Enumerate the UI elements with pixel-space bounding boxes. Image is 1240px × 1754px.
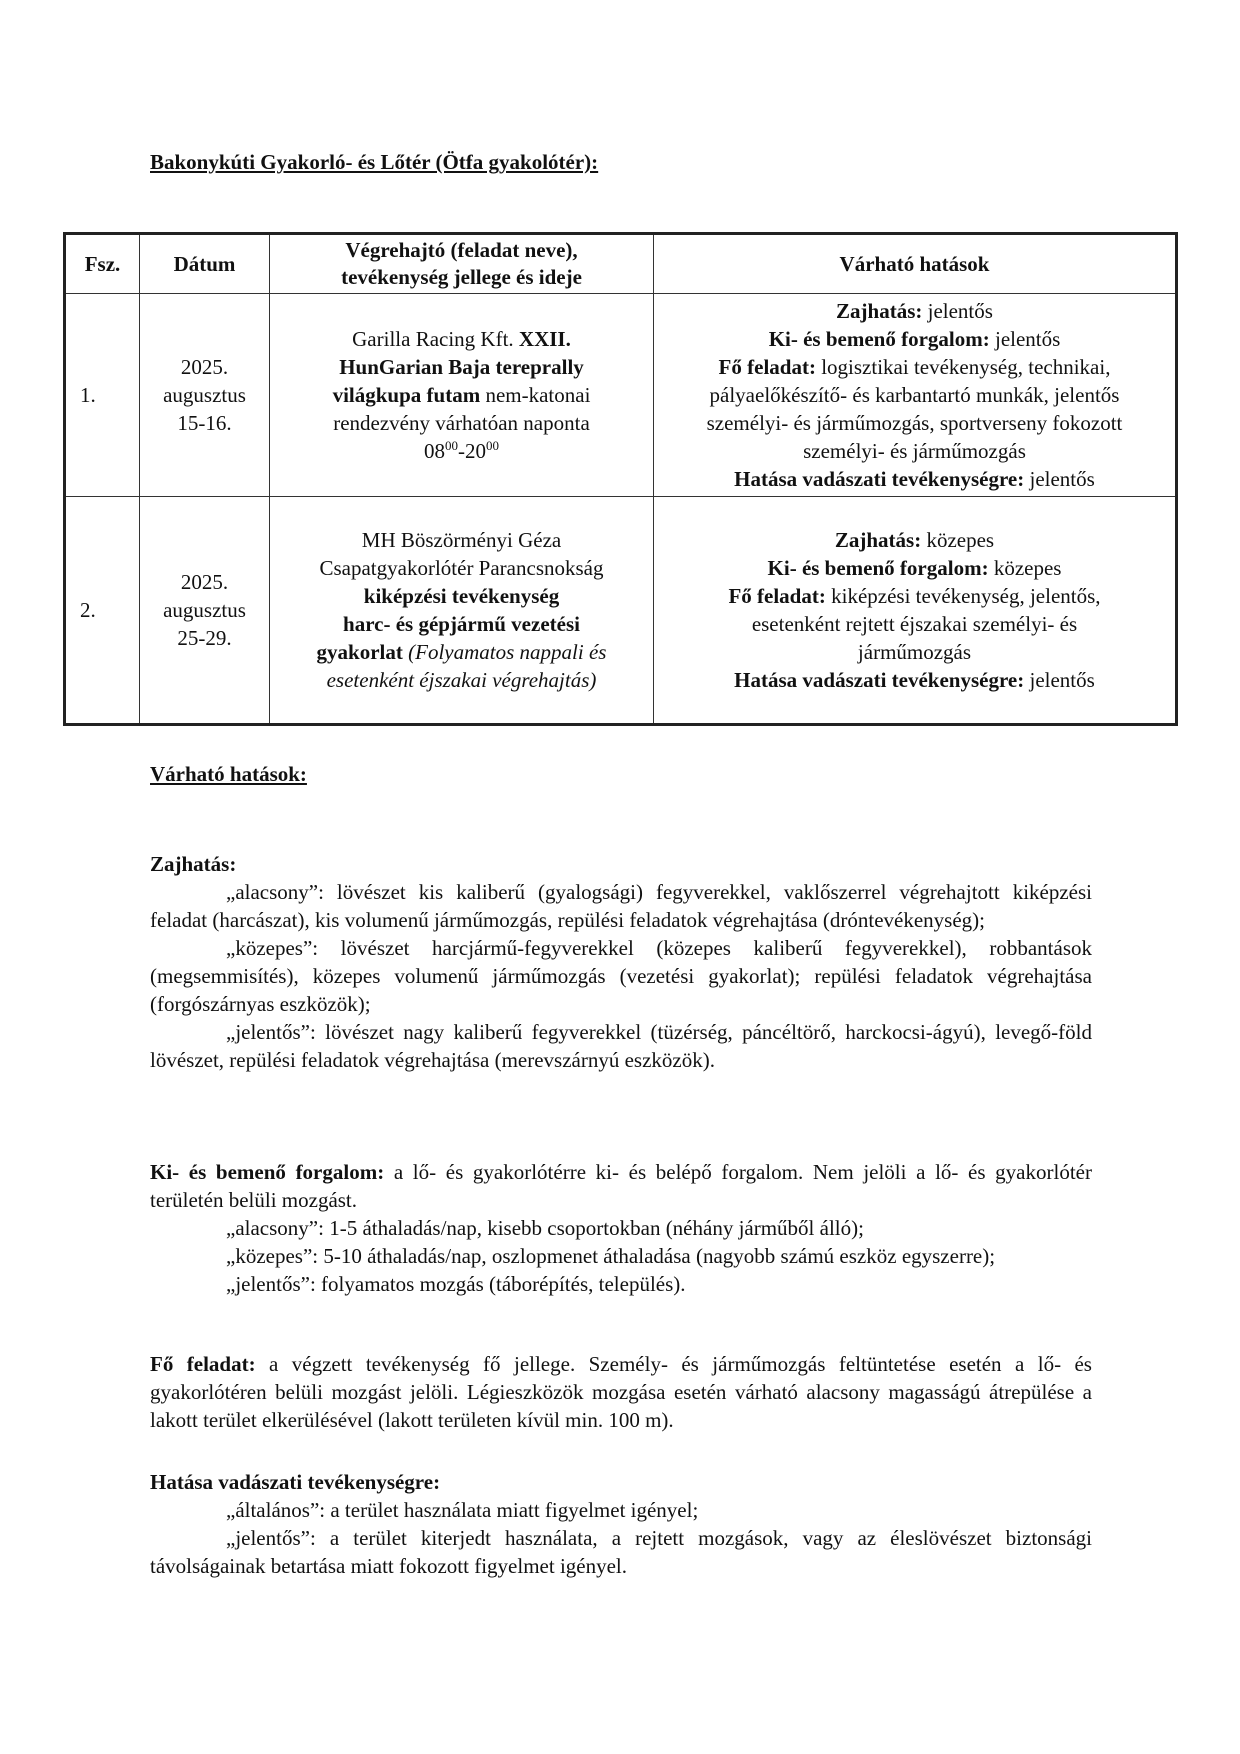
executor-italic: (Folyamatos nappali és <box>402 640 607 664</box>
date-year: 2025. <box>180 355 229 379</box>
legend-zajhatas <box>150 850 1092 1074</box>
legend-text: a lő- és gyakorlótérre ki- és belépő forgalom. Nem jelöli a lő- és gyakorlótér területén belüli mozgást. <box>150 1160 1092 1212</box>
legend-vadaszat <box>150 1468 1092 1580</box>
executor-text: Garilla Racing Kft. <box>352 327 519 351</box>
effect-value: esetenként rejtett éjszakai személyi- és <box>751 612 1078 636</box>
effect-value: közepes <box>921 528 995 552</box>
effect-label: Ki- és bemenő forgalom: <box>768 327 990 351</box>
effect-label: Fő feladat: <box>728 584 826 608</box>
date-year: 2025. <box>180 570 229 594</box>
executor-bold: HunGarian Baja tereprally <box>339 355 584 379</box>
page-title: Bakonykúti Gyakorló- és Lőtér (Ötfa gyakolótér): <box>150 150 599 174</box>
table-row <box>65 294 1177 497</box>
legend-item: „jelentős”: folyamatos mozgás (táborépítés, település). <box>226 1272 686 1296</box>
executor-italic: esetenként éjszakai végrehajtás) <box>326 668 597 692</box>
effect-value: személyi- és járműmozgás <box>803 439 1026 463</box>
date-month: augusztus <box>163 598 246 622</box>
header-datum: Dátum <box>140 234 270 294</box>
legend-item: „közepes”: 5-10 áthaladás/nap, oszlopmenet áthaladása (nagyobb számú eszköz egyszerre); <box>226 1244 996 1268</box>
header-vegrehajto-line2: tevékenység jellege és ideje <box>341 265 582 289</box>
executor-text: rendezvény várhatóan naponta <box>333 411 590 435</box>
row-number: 1. <box>65 294 140 497</box>
legend-item: „alacsony”: 1-5 áthaladás/nap, kisebb csoportokban (néhány járműből álló); <box>226 1216 864 1240</box>
effect-value: jelentős <box>922 299 993 323</box>
executor-bold: kiképzési tevékenység <box>363 584 560 608</box>
row-executor <box>270 497 654 725</box>
legend-item: „közepes”: lövészet harcjármű-fegyverekkel (közepes kaliberű fegyverekkel), robbantások (megsemmisítés), közepes volumenű járműmozgás (vezetési gyakorlat); repülési feladatok végrehajtása (forgószárnyas eszközök); <box>150 936 1092 1016</box>
header-hatasok: Várható hatások <box>654 234 1177 294</box>
legend-forgalom <box>150 1158 1092 1298</box>
legend-heading: Zajhatás: <box>150 852 237 876</box>
row-effects <box>654 294 1177 497</box>
table-row <box>65 497 1177 725</box>
effect-value: kiképzési tevékenység, jelentős, <box>825 584 1101 608</box>
effect-value: logisztikai tevékenység, technikai, <box>815 355 1111 379</box>
effect-value: személyi- és járműmozgás, sportverseny fokozott <box>706 411 1123 435</box>
executor-bold: XXII. <box>518 327 571 351</box>
effect-value: járműmozgás <box>857 640 972 664</box>
row-executor <box>270 294 654 497</box>
effect-label: Zajhatás: <box>834 528 922 552</box>
header-vegrehajto <box>270 234 654 294</box>
table-header-row <box>65 234 1177 294</box>
row-date <box>140 497 270 725</box>
row-effects <box>654 497 1177 725</box>
executor-text: nem-katonai <box>480 383 591 407</box>
effect-label: Ki- és bemenő forgalom: <box>767 556 989 580</box>
legend-heading: Ki- és bemenő forgalom: <box>150 1160 385 1184</box>
legend-heading: Hatása vadászati tevékenységre: <box>150 1470 441 1494</box>
effect-value: jelentős <box>1024 467 1095 491</box>
legend-item: „jelentős”: a terület kiterjedt használata, a rejtett mozgások, vagy az éleslövészet biztonsági távolságainak betartása miatt fokozott figyelmet igényel. <box>150 1526 1092 1578</box>
legend-text: a végzett tevékenység fő jellege. Személy- és járműmozgás feltüntetése esetén a lő- és gyakorlótéren belüli mozgást jelöli. Légieszközök mozgása esetén várható alacsony magasságú átrepülése a lakott terület elkerülésével (lakott területen kívül min. 100 m). <box>150 1352 1092 1432</box>
header-fsz: Fsz. <box>65 234 140 294</box>
row-number: 2. <box>65 497 140 725</box>
effect-label: Fő feladat: <box>718 355 816 379</box>
legend-item: „általános”: a terület használata miatt figyelmet igényel; <box>226 1498 699 1522</box>
effect-value: jelentős <box>1024 668 1095 692</box>
date-month: augusztus <box>163 383 246 407</box>
executor-bold: gyakorlat <box>316 640 403 664</box>
executor-bold: harc- és gépjármű vezetési <box>343 612 580 636</box>
legend-item: „jelentős”: lövészet nagy kaliberű fegyverekkel (tüzérség, páncéltörő, harckocsi-ágyú), levegő-föld lövészet, repülési feladatok végrehajtása (merevszárnyú eszközök). <box>150 1020 1092 1072</box>
row-date <box>140 294 270 497</box>
schedule-table <box>63 232 1178 726</box>
executor-time: $08^{00}-20^{00}$ <box>424 438 499 463</box>
executor-text: Csapatgyakorlótér Parancsnokság <box>319 556 604 580</box>
effect-value: pályaelőkészítő- és karbantartó munkák, jelentős <box>709 383 1120 407</box>
effect-label: Zajhatás: <box>836 299 923 323</box>
executor-bold: világkupa futam <box>332 383 481 407</box>
effect-value: közepes <box>988 556 1062 580</box>
effect-value: jelentős <box>989 327 1061 351</box>
effect-label: Hatása vadászati tevékenységre: <box>734 668 1025 692</box>
legend-heading: Fő feladat: <box>150 1352 256 1376</box>
date-days: 15-16. <box>177 411 232 435</box>
effect-label: Hatása vadászati tevékenységre: <box>734 467 1025 491</box>
date-days: 25-29. <box>177 626 232 650</box>
section-title: Várható hatások: <box>150 762 307 786</box>
executor-text: MH Böszörményi Géza <box>361 528 562 552</box>
legend-item: „alacsony”: lövészet kis kaliberű (gyalogsági) fegyverekkel, vaklőszerrel végrehajtott kiképzési feladat (harcászat), kis volumenű járműmozgás, repülési feladatok végrehajtása (dróntevékenység); <box>150 880 1092 932</box>
header-vegrehajto-line1: Végrehajtó (feladat neve), <box>345 238 578 262</box>
legend-fo-feladat <box>150 1350 1092 1434</box>
